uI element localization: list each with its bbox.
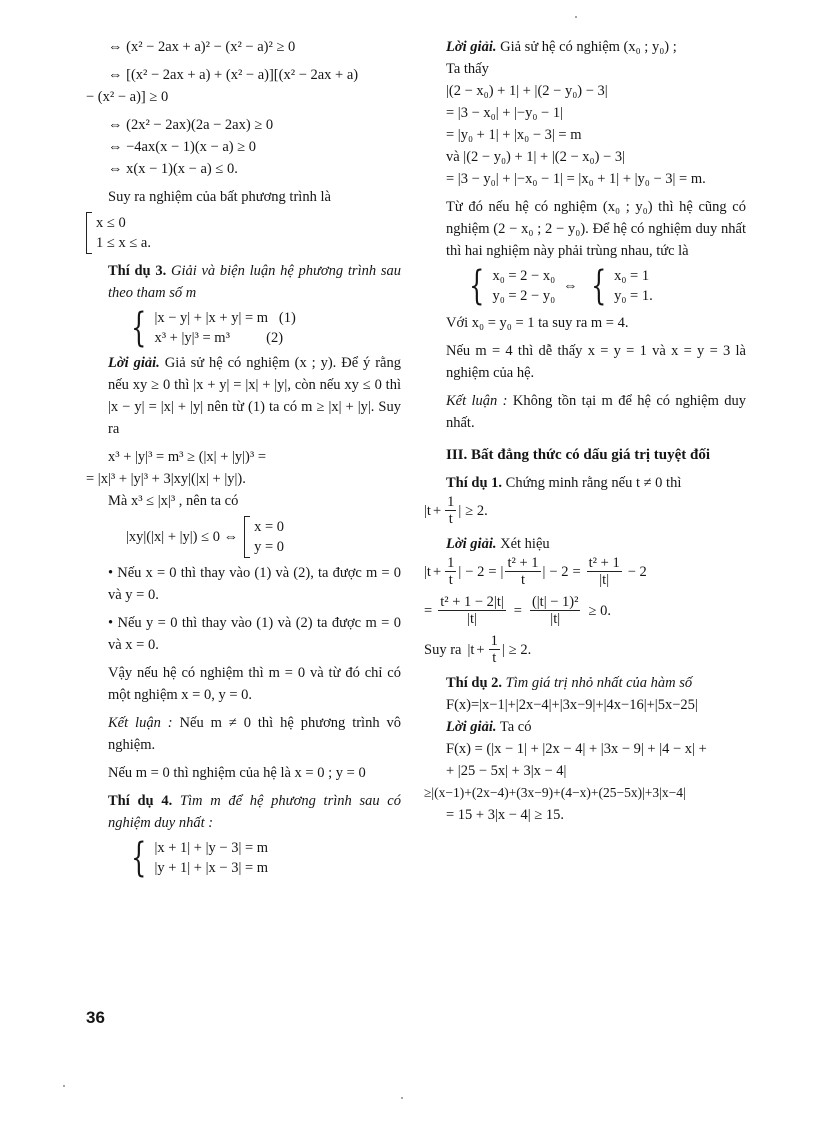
example-label: Thí dụ 2.: [446, 675, 503, 691]
equation: F(x) = (|x − 1| + |2x − 4| + |3x − 9| + |4 − x| +: [446, 741, 707, 757]
equation: | t + $\frac{1}{t}$ | − 2 = | $\frac{\text{t² + 1}}{t}$ | − 2 = $\frac{\text{t² + 1}}{|t|}$ − 2: [424, 555, 647, 588]
paragraph: Ta thấy: [446, 61, 489, 77]
example-text: Tìm giá trị nhỏ nhất của hàm số: [505, 675, 693, 691]
system-line: |y + 1| + |x − 3| = m: [154, 860, 269, 876]
case-system: [86, 516, 401, 558]
example-label: Thí dụ 3.: [108, 263, 167, 279]
solution-text: Giả sử hệ có nghiệm (x ; y). Để ý rằng nếu xy ≥ 0 thì |x + y| = |x| + |y|, còn nếu xy ≤ 0 thì |x − y| = |x| + |y| nên từ (1) ta có m ≥ |x| + |y|. Suy ra: [108, 355, 401, 437]
solution-paragraph: [424, 36, 746, 58]
scan-dot: [63, 1085, 65, 1087]
solution-text: Xét hiệu: [500, 536, 550, 552]
conclusion: [424, 390, 746, 434]
equation: ⇔ x(x − 1)(x − a) ≤ 0.: [108, 161, 238, 177]
equation: + |25 − 5x| + 3|x − 4|: [446, 763, 567, 779]
equation: ⇔ −4ax(x − 1)(x − a) ≥ 0: [108, 139, 257, 155]
conclusion-text: Không tồn tại m để hệ có nghiệm duy nhất.: [446, 393, 747, 431]
equation: ⇔ (x² − 2ax + a)² − (x² − a)² ≥ 0: [108, 39, 296, 55]
equation-system: [86, 835, 401, 881]
scan-dot: [401, 1097, 403, 1099]
paragraph: Nếu m = 4 thì dễ thấy x = y = 1 và x = y = 3 là nghiệm của hệ.: [446, 343, 746, 381]
brace-symbol: {: [131, 835, 147, 881]
example-text: Tìm m để hệ phương trình sau có nghiệm duy nhất :: [108, 793, 401, 831]
equation: F(x)=|x−1|+|2x−4|+|3x−9|+|4x−16|+|5x−25|: [446, 697, 698, 713]
example-text: Giải và biện luận hệ phương trình sau theo tham số m: [108, 263, 401, 301]
solution-label: Lời giải.: [446, 39, 497, 55]
conclusion-label: Kết luận :: [108, 715, 173, 731]
solution-paragraph: [424, 716, 746, 738]
case-system: [86, 212, 401, 254]
solution-paragraph: [424, 533, 746, 555]
section-heading: III. Bất đẳng thức có dấu giá trị tuyệt đối: [446, 447, 711, 463]
conclusion-label: Kết luận :: [446, 393, 508, 409]
example-label: Thí dụ 1.: [446, 475, 503, 491]
equation: = 15 + 3|x − 4| ≥ 15.: [446, 807, 565, 823]
example-heading: [86, 790, 401, 834]
system-line: |x − y| + |x + y| = m (1): [154, 310, 296, 326]
page-number: 36: [86, 1008, 105, 1027]
paragraph: Nếu m = 0 thì nghiệm của hệ là x = 0 ; y = 0: [108, 765, 366, 781]
example-text: Chứng minh rằng nếu t ≠ 0 thì: [505, 475, 682, 491]
case-line: y = 0: [254, 539, 285, 555]
equation: ⇔ [(x² − 2ax + a) + (x² − a)][(x² − 2ax + a): [108, 67, 359, 83]
solution-text: Ta có: [499, 719, 532, 735]
equation: Mà x³ ≤ |x|³ , nên ta có: [108, 493, 239, 509]
system-line: y₀ = 2 − y₀: [492, 288, 556, 304]
brace-symbol: {: [131, 305, 147, 351]
case-line: x ≤ 0: [96, 215, 126, 231]
conclusion: [86, 712, 401, 756]
bullet-item: • Nếu x = 0 thì thay vào (1) và (2), ta được m = 0 và y = 0.: [108, 565, 401, 603]
equivalence-symbol: ⇔: [563, 278, 578, 294]
bracket-symbol: [86, 212, 92, 254]
solution-label: Lời giải.: [446, 536, 497, 552]
left-column: [86, 36, 401, 882]
solution-label: Lời giải.: [446, 719, 497, 735]
equation: |(2 − x₀) + 1| + |(2 − y₀) − 3|: [446, 83, 608, 99]
fraction: $\frac{1}{t}$: [447, 494, 455, 527]
paragraph: Từ đó nếu hệ có nghiệm (x₀ ; y₀) thì hệ cũng có nghiệm (2 − x₀ ; 2 − y₀). Để hệ có nghiệm duy nhất thì hai nghiệm này phải trùng nhau, tức là: [446, 199, 746, 259]
paragraph: Với x₀ = y₀ = 1 ta suy ra m = 4.: [446, 315, 629, 331]
solution-text: Giả sử hệ có nghiệm (x₀ ; y₀) ;: [500, 39, 677, 55]
equation: = |3 − x₀| + |−y₀ − 1|: [446, 105, 563, 121]
system-line: x₀ = 1: [614, 268, 650, 284]
system-line: |x + 1| + |y − 3| = m: [154, 840, 269, 856]
system-line: x³ + |y|³ = m³ (2): [154, 330, 284, 346]
equation-system: [86, 305, 401, 351]
equation: và |(2 − y₀) + 1| + |(2 − x₀) − 3|: [446, 149, 625, 165]
equation: Suy ra | t + $\frac{1}{t}$ | ≥ 2.: [424, 633, 532, 666]
scan-dot: [575, 16, 577, 18]
equation-system: [424, 263, 746, 309]
paragraph: Suy ra nghiệm của bất phương trình là: [108, 189, 331, 205]
brace-symbol: {: [590, 263, 607, 309]
example-heading: [86, 260, 401, 304]
solution-label: Lời giải.: [108, 355, 160, 371]
example-heading: [424, 472, 746, 494]
equation: = |3 − y₀| + |−x₀ − 1| = |x₀ + 1| + |y₀ − 3| = m.: [446, 171, 706, 187]
conclusion-text: Nếu m ≠ 0 thì hệ phương trình vô nghiệm.: [108, 715, 402, 753]
equation: − (x² − a)] ≥ 0: [86, 89, 169, 105]
case-line: 1 ≤ x ≤ a.: [96, 235, 151, 251]
brace-symbol: {: [469, 263, 485, 309]
equation: x³ + |y|³ = m³ ≥ (|x| + |y|)³ =: [108, 449, 267, 465]
equation: = $\frac{\text{t² + 1 − 2|t|}}{|t|}$ = $\frac{\text{(|t| − 1)²}}{|t|}$ ≥ 0.: [424, 594, 611, 627]
bracket-symbol: [244, 516, 250, 558]
system-line: x₀ = 2 − x₀: [492, 268, 556, 284]
equation: |xy|(|x| + |y|) ≤ 0 ⇔: [126, 529, 239, 545]
inequality: | t + $\frac{1}{t}$ | ≥ 2.: [424, 494, 488, 527]
equation: ⇔ (2x² − 2ax)(2a − 2ax) ≥ 0: [108, 117, 274, 133]
right-column: [424, 36, 746, 826]
bullet-item: • Nếu y = 0 thì thay vào (1) và (2) ta được m = 0 và x = 0.: [108, 615, 401, 653]
example-label: Thí dụ 4.: [108, 793, 173, 809]
equation: ≥|(x−1)+(2x−4)+(3x−9)+(4−x)+(25−5x)|+3|x−4|: [424, 785, 686, 800]
example-heading: [424, 672, 746, 694]
paragraph: Vậy nếu hệ có nghiệm thì m = 0 và từ đó chỉ có một nghiệm x = 0, y = 0.: [108, 665, 401, 703]
equation: = |y₀ + 1| + |x₀ − 3| = m: [446, 127, 582, 143]
case-line: x = 0: [254, 519, 285, 535]
solution-paragraph: [86, 352, 401, 440]
system-line: y₀ = 1.: [614, 288, 653, 304]
equation: = |x|³ + |y|³ + 3|xy|(|x| + |y|).: [86, 471, 246, 487]
